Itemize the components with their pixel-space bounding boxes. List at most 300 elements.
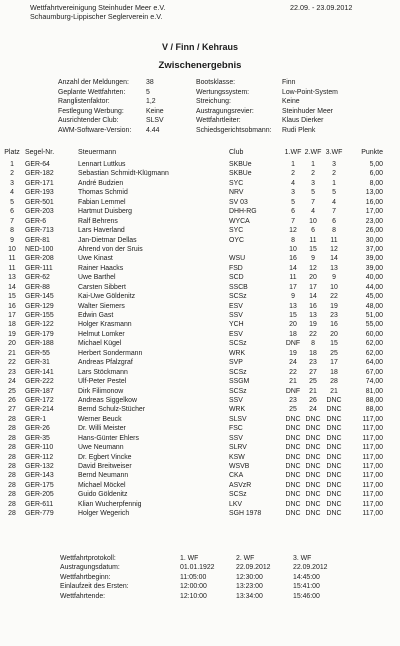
cell-steuermann: Carsten Sibbert xyxy=(78,283,126,291)
cell-punkte: 88,00 xyxy=(365,396,383,404)
cell-platz: 10 xyxy=(8,245,16,253)
protocol-row xyxy=(0,582,400,591)
cell-steuermann: Hartmut Duisberg xyxy=(78,208,132,216)
cell-steuermann: Guido Göldenitz xyxy=(78,491,128,499)
cell-wf1: DNC xyxy=(285,444,301,452)
cell-platz: 1 xyxy=(10,161,14,168)
cell-wf2: 22 xyxy=(309,330,317,338)
cell-wf2: DNC xyxy=(305,453,321,461)
cell-wf2: DNC xyxy=(305,491,321,499)
cell-steuermann: Dr. Willi Meister xyxy=(78,425,126,433)
table-row xyxy=(0,273,400,282)
protocol-row xyxy=(0,592,400,601)
cell-wf1: 8 xyxy=(291,236,295,244)
cell-punkte: 40,00 xyxy=(365,274,383,282)
cell-wf2: DNC xyxy=(305,481,321,489)
organizer-line-2: Schaumburg-Lippischer Seglerverein e.V. xyxy=(30,12,163,21)
cell-wf1: 13 xyxy=(289,302,297,310)
cell-wf2: 13 xyxy=(309,312,317,319)
cell-steuermann: Hans-Günter Ehlers xyxy=(78,434,139,442)
table-row xyxy=(0,349,400,358)
protocol-value-wf1: 12:00:00 xyxy=(180,583,207,591)
cell-wf2: 11 xyxy=(309,236,317,244)
cell-platz: 4 xyxy=(10,189,14,197)
cell-steuermann: Helmut Lomker xyxy=(78,330,125,338)
cell-wf1: 22 xyxy=(289,368,297,376)
cell-steuermann: Rainer Haacks xyxy=(78,264,124,272)
cell-club: FSD xyxy=(229,264,243,272)
cell-wf1: 3 xyxy=(291,189,295,197)
cell-wf2: DNC xyxy=(305,425,321,433)
cell-punkte: 117,00 xyxy=(362,415,383,423)
cell-segel-nr: GER-214 xyxy=(25,406,54,414)
info-value: Low-Point-System xyxy=(282,88,338,96)
cell-punkte: 117,00 xyxy=(362,510,383,518)
cell-platz: 13 xyxy=(8,274,16,282)
cell-wf3: 1 xyxy=(332,179,336,187)
table-row xyxy=(0,434,400,443)
cell-steuermann: Andreas Pfalzgraf xyxy=(78,359,133,367)
cell-platz: 22 xyxy=(8,359,16,367)
cell-platz: 8 xyxy=(10,227,14,235)
table-row xyxy=(0,198,400,207)
cell-wf1: 10 xyxy=(289,245,297,253)
info-label: Wertungssystem: xyxy=(196,88,250,96)
cell-punkte: 48,00 xyxy=(365,302,383,310)
protocol-col-3: 3. WF xyxy=(293,555,312,562)
cell-club: FSC xyxy=(229,425,243,433)
info-value: SLSV xyxy=(146,117,164,125)
cell-club: SVP xyxy=(229,359,243,367)
cell-wf2: 17 xyxy=(309,283,317,291)
cell-platz: 28 xyxy=(8,472,16,480)
cell-wf2: DNC xyxy=(305,463,321,470)
results-table xyxy=(0,147,400,519)
cell-platz: 28 xyxy=(8,415,16,423)
cell-club: SSCB xyxy=(229,283,248,291)
cell-wf1: 12 xyxy=(289,227,297,235)
cell-punkte: 30,00 xyxy=(365,236,383,244)
table-row xyxy=(0,396,400,405)
cell-wf2: 5 xyxy=(311,189,315,197)
cell-wf2: DNC xyxy=(305,444,321,452)
cell-wf1: DNC xyxy=(285,463,301,470)
cell-wf1: DNC xyxy=(285,500,301,508)
cell-wf1: 20 xyxy=(289,321,297,329)
cell-segel-nr: GER-145 xyxy=(25,293,54,301)
table-row xyxy=(0,226,400,235)
protocol-value-wf2: 22.09.2012 xyxy=(236,564,271,572)
cell-punkte: 64,00 xyxy=(365,359,383,367)
table-row xyxy=(0,358,400,367)
info-label: Ranglistenfaktor: xyxy=(58,98,110,106)
cell-club: SCSz xyxy=(229,368,247,376)
cell-wf3: 25 xyxy=(330,349,338,357)
cell-wf1: DNC xyxy=(285,425,301,433)
cell-segel-nr: GER-55 xyxy=(25,349,50,357)
info-label: Bootsklasse: xyxy=(196,79,236,86)
cell-steuermann: Walter Siemers xyxy=(78,302,125,310)
result-subtitle: Zwischenergebnis xyxy=(158,60,242,71)
protocol-value-wf1: 12:10:00 xyxy=(180,592,207,600)
cell-wf2: 7 xyxy=(311,198,315,206)
protocol-value-wf3: 15:46:00 xyxy=(293,592,320,600)
cell-wf2: 9 xyxy=(311,255,315,263)
cell-wf2: 12 xyxy=(309,264,317,272)
cell-wf1: 7 xyxy=(291,217,295,225)
cell-wf1: DNC xyxy=(285,481,301,489)
cell-wf1: 6 xyxy=(291,208,295,216)
cell-club: WRK xyxy=(229,349,246,357)
cell-punkte: 117,00 xyxy=(362,453,383,461)
cell-club: SCSz xyxy=(229,293,247,301)
cell-punkte: 117,00 xyxy=(362,491,383,499)
cell-segel-nr: GER-155 xyxy=(25,312,54,319)
cell-platz: 14 xyxy=(8,283,16,291)
table-row xyxy=(0,500,400,509)
cell-wf1: 15 xyxy=(289,312,297,319)
info-label: Austragungsrevier: xyxy=(196,107,254,115)
cell-punkte: 44,00 xyxy=(365,283,383,291)
cell-club: SYC xyxy=(229,179,244,187)
event-info-right xyxy=(196,78,376,136)
table-row xyxy=(0,207,400,216)
cell-wf2: DNC xyxy=(305,472,321,480)
cell-platz: 20 xyxy=(8,340,16,348)
cell-wf3: 3 xyxy=(332,161,336,168)
cell-steuermann: Bernd Schulz-Stücher xyxy=(78,406,146,414)
cell-wf3: DNC xyxy=(326,463,342,470)
protocol-header-row xyxy=(0,554,400,563)
cell-club: SCD xyxy=(229,274,244,282)
cell-wf3: DNC xyxy=(326,406,342,414)
cell-wf2: 19 xyxy=(309,321,317,329)
cell-wf3: 18 xyxy=(330,368,338,376)
info-row xyxy=(58,78,198,88)
cell-platz: 28 xyxy=(8,425,16,433)
cell-punkte: 117,00 xyxy=(362,472,383,480)
cell-punkte: 37,00 xyxy=(365,245,383,253)
cell-steuermann: Werner Beuck xyxy=(78,415,122,423)
cell-punkte: 88,00 xyxy=(365,406,383,414)
cell-club: SKBUe xyxy=(229,170,252,178)
cell-steuermann: Klian Wucherpfennig xyxy=(78,500,142,508)
table-row xyxy=(0,443,400,452)
info-row xyxy=(58,116,198,126)
cell-wf3: 14 xyxy=(330,255,338,263)
cell-platz: 26 xyxy=(8,396,16,404)
cell-wf1: DNC xyxy=(285,453,301,461)
info-value: 4.44 xyxy=(146,126,160,134)
info-value: Klaus Dierker xyxy=(282,117,324,125)
cell-segel-nr: GER-193 xyxy=(25,189,54,197)
cell-club: SSGM xyxy=(229,378,250,386)
cell-steuermann: Bernd Neumann xyxy=(78,472,129,480)
cell-wf3: 10 xyxy=(330,283,338,291)
info-value: Keine xyxy=(282,98,300,106)
protocol-row xyxy=(0,573,400,582)
cell-steuermann: Fabian Lemmel xyxy=(78,198,126,206)
cell-platz: 5 xyxy=(10,198,14,206)
cell-club: YCH xyxy=(229,321,244,329)
cell-wf3: 23 xyxy=(330,312,338,319)
protocol-col-1: 1. WF xyxy=(180,555,199,562)
cell-platz: 23 xyxy=(8,368,16,376)
cell-steuermann: Holger Wegerich xyxy=(78,510,130,518)
cell-wf2: 25 xyxy=(309,378,317,386)
event-date-range: 22.09. - 23.09.2012 xyxy=(290,3,353,12)
organizer-line-1: Wettfahrtvereinigung Steinhuder Meer e.V. xyxy=(30,3,166,12)
cell-punkte: 6,00 xyxy=(369,170,383,178)
cell-wf3: 5 xyxy=(332,189,336,197)
cell-wf2: 10 xyxy=(309,217,317,225)
cell-wf2: DNC xyxy=(305,415,321,423)
cell-club: KSW xyxy=(229,453,245,461)
cell-punkte: 117,00 xyxy=(362,500,383,508)
table-row xyxy=(0,415,400,424)
protocol-label: Austragungsdatum: xyxy=(60,564,120,572)
table-row xyxy=(0,160,400,169)
cell-wf1: DNC xyxy=(285,415,301,423)
cell-club: SGH 1978 xyxy=(229,510,262,518)
cell-steuermann: Ralf Behrens xyxy=(78,217,118,225)
cell-platz: 2 xyxy=(10,170,14,178)
table-row xyxy=(0,311,400,320)
table-row xyxy=(0,481,400,490)
event-info-left xyxy=(58,78,198,136)
cell-segel-nr: GER-62 xyxy=(25,274,50,282)
cell-wf3: 8 xyxy=(332,227,336,235)
table-row xyxy=(0,405,400,414)
cell-punkte: 23,00 xyxy=(365,217,383,225)
cell-wf2: 1 xyxy=(311,161,315,168)
info-row xyxy=(58,97,198,107)
table-row xyxy=(0,254,400,263)
cell-wf2: 20 xyxy=(309,274,317,282)
cell-club: SLRV xyxy=(229,444,247,452)
info-label: AWM-Software-Version: xyxy=(58,126,132,134)
cell-platz: 28 xyxy=(8,434,16,442)
info-row xyxy=(58,126,198,136)
cell-segel-nr: GER-179 xyxy=(25,330,54,338)
cell-punkte: 13,00 xyxy=(365,189,383,197)
cell-wf3: 22 xyxy=(330,293,338,301)
cell-segel-nr: GER-112 xyxy=(25,453,54,461)
cell-punkte: 67,00 xyxy=(365,368,383,376)
cell-wf3: 6 xyxy=(332,217,336,225)
table-row xyxy=(0,217,400,226)
cell-punkte: 8,00 xyxy=(369,179,383,187)
cell-punkte: 51,00 xyxy=(365,312,383,319)
cell-wf1: DNC xyxy=(285,491,301,499)
cell-club: NRV xyxy=(229,189,244,197)
cell-steuermann: Dr. Egbert Vincke xyxy=(78,453,132,461)
cell-club: WRK xyxy=(229,406,246,414)
cell-wf3: 9 xyxy=(332,274,336,282)
protocol-value-wf1: 01.01.1922 xyxy=(180,564,215,572)
cell-segel-nr: GER-501 xyxy=(25,198,54,206)
cell-segel-nr: GER-203 xyxy=(25,208,54,216)
cell-wf1: 1 xyxy=(291,161,295,168)
cell-segel-nr: GER-31 xyxy=(25,359,50,367)
cell-wf1: 23 xyxy=(289,396,297,404)
cell-segel-nr: GER-222 xyxy=(25,378,54,386)
cell-segel-nr: GER-64 xyxy=(25,161,50,168)
table-row xyxy=(0,283,400,292)
table-body xyxy=(0,160,400,519)
cell-steuermann: Andreas Siggelkow xyxy=(78,396,137,404)
header-wf2: 2.WF xyxy=(304,149,322,156)
table-row xyxy=(0,188,400,197)
info-row xyxy=(196,126,376,136)
cell-wf2: DNC xyxy=(305,510,321,518)
cell-wf3: 16 xyxy=(330,321,338,329)
cell-punkte: 39,00 xyxy=(365,264,383,272)
cell-wf1: DNC xyxy=(285,434,301,442)
cell-wf3: DNC xyxy=(326,444,342,452)
cell-club: LKV xyxy=(229,500,243,508)
cell-platz: 3 xyxy=(10,179,14,187)
info-row xyxy=(196,88,376,98)
cell-club: OYC xyxy=(229,236,244,244)
cell-punkte: 117,00 xyxy=(362,481,383,489)
cell-segel-nr: GER-129 xyxy=(25,302,54,310)
cell-wf3: 17 xyxy=(330,359,338,367)
cell-wf1: 16 xyxy=(289,255,297,263)
cell-segel-nr: GER-779 xyxy=(25,510,54,518)
cell-wf3: 7 xyxy=(332,208,336,216)
cell-wf2: 24 xyxy=(309,406,317,414)
cell-steuermann: Lars Stöckmann xyxy=(78,368,128,376)
cell-steuermann: Uwe Kinast xyxy=(78,255,113,263)
protocol-col-2: 2. WF xyxy=(236,555,255,562)
cell-punkte: 5,00 xyxy=(369,161,383,168)
info-label: Festlegung Werbung: xyxy=(58,107,124,115)
cell-club: DHH-RG xyxy=(229,208,257,216)
cell-wf1: 14 xyxy=(289,264,297,272)
cell-platz: 16 xyxy=(8,302,16,310)
protocol-value-wf3: 14:45:00 xyxy=(293,573,320,581)
info-label: Anzahl der Meldungen: xyxy=(58,79,129,86)
cell-club: ESV xyxy=(229,302,243,310)
cell-platz: 28 xyxy=(8,463,16,470)
table-row xyxy=(0,236,400,245)
cell-steuermann: Herbert Sondermann xyxy=(78,349,143,357)
table-row xyxy=(0,490,400,499)
cell-steuermann: Uwe Barthel xyxy=(78,274,116,282)
protocol-body xyxy=(0,563,400,601)
cell-platz: 15 xyxy=(8,293,16,301)
cell-wf3: 4 xyxy=(332,198,336,206)
cell-wf1: DNF xyxy=(285,340,301,348)
cell-platz: 9 xyxy=(10,236,14,244)
info-label: Wettfahrtleiter: xyxy=(196,117,241,125)
cell-wf3: 19 xyxy=(330,302,338,310)
cell-wf2: DNC xyxy=(305,434,321,442)
cell-club: SCSz xyxy=(229,491,247,499)
info-row xyxy=(58,88,198,98)
info-label: Ausrichtender Club: xyxy=(58,117,119,125)
cell-wf1: 9 xyxy=(291,293,295,301)
cell-wf2: 15 xyxy=(309,245,317,253)
cell-wf3: DNC xyxy=(326,453,342,461)
table-row xyxy=(0,462,400,471)
cell-wf3: DNC xyxy=(326,500,342,508)
cell-club: WSU xyxy=(229,255,246,263)
cell-punkte: 62,00 xyxy=(365,340,383,348)
cell-segel-nr: GER-208 xyxy=(25,255,54,263)
cell-wf2: 23 xyxy=(309,359,317,367)
cell-platz: 21 xyxy=(8,349,16,357)
protocol-value-wf3: 22.09.2012 xyxy=(293,564,328,572)
cell-punkte: 117,00 xyxy=(362,463,383,470)
cell-wf2: DNC xyxy=(305,500,321,508)
cell-wf2: 14 xyxy=(309,293,317,301)
cell-segel-nr: GER-143 xyxy=(25,472,54,480)
cell-club: SYC xyxy=(229,227,244,235)
cell-club: WYCA xyxy=(229,217,250,225)
cell-steuermann: Uwe Neumann xyxy=(78,444,124,452)
cell-platz: 11 xyxy=(8,255,16,263)
cell-steuermann: Kai-Uwe Göldenitz xyxy=(78,293,136,301)
cell-wf2: 8 xyxy=(311,340,315,348)
protocol-value-wf3: 15:41:00 xyxy=(293,583,320,591)
cell-wf1: 21 xyxy=(289,378,297,386)
info-value: Keine xyxy=(146,107,164,115)
cell-segel-nr: GER-171 xyxy=(25,179,54,187)
cell-club: ASVzR xyxy=(229,481,252,489)
info-row xyxy=(196,107,376,117)
cell-punkte: 39,00 xyxy=(365,255,383,263)
protocol-value-wf1: 11:05:00 xyxy=(180,573,207,581)
cell-segel-nr: GER-122 xyxy=(25,321,54,329)
cell-punkte: 117,00 xyxy=(362,444,383,452)
info-row xyxy=(58,107,198,117)
cell-club: SSV xyxy=(229,396,243,404)
regatta-title: V / Finn / Kehraus xyxy=(161,42,238,52)
cell-wf3: 28 xyxy=(330,378,338,386)
cell-segel-nr: GER-6 xyxy=(25,217,47,225)
cell-steuermann: Thomas Schmid xyxy=(78,189,128,197)
cell-platz: 7 xyxy=(10,217,14,225)
cell-wf1: DNC xyxy=(285,510,301,518)
table-row xyxy=(0,320,400,329)
cell-punkte: 81,00 xyxy=(365,387,383,395)
cell-wf3: 15 xyxy=(330,340,338,348)
cell-platz: 28 xyxy=(8,444,16,452)
cell-platz: 18 xyxy=(8,321,16,329)
cell-wf2: 21 xyxy=(309,387,317,395)
cell-wf1: 11 xyxy=(289,274,297,282)
header-steuermann: Steuermann xyxy=(78,149,117,156)
cell-punkte: 60,00 xyxy=(365,330,383,338)
table-row xyxy=(0,339,400,348)
cell-wf3: DNC xyxy=(326,415,342,423)
cell-wf1: 5 xyxy=(291,198,295,206)
cell-platz: 17 xyxy=(8,312,16,319)
cell-punkte: 117,00 xyxy=(362,425,383,433)
cell-wf1: 17 xyxy=(289,283,297,291)
table-header-row xyxy=(0,147,400,158)
protocol-value-wf2: 12:30:00 xyxy=(236,573,263,581)
cell-club: ESV xyxy=(229,330,243,338)
cell-steuermann: Jan-Dietmar Dellas xyxy=(78,236,137,244)
protocol-value-wf2: 13:34:00 xyxy=(236,592,263,600)
table-row xyxy=(0,387,400,396)
cell-steuermann: Dirk Filimonow xyxy=(78,387,124,395)
cell-segel-nr: GER-188 xyxy=(25,340,54,348)
cell-wf2: 27 xyxy=(309,368,317,376)
